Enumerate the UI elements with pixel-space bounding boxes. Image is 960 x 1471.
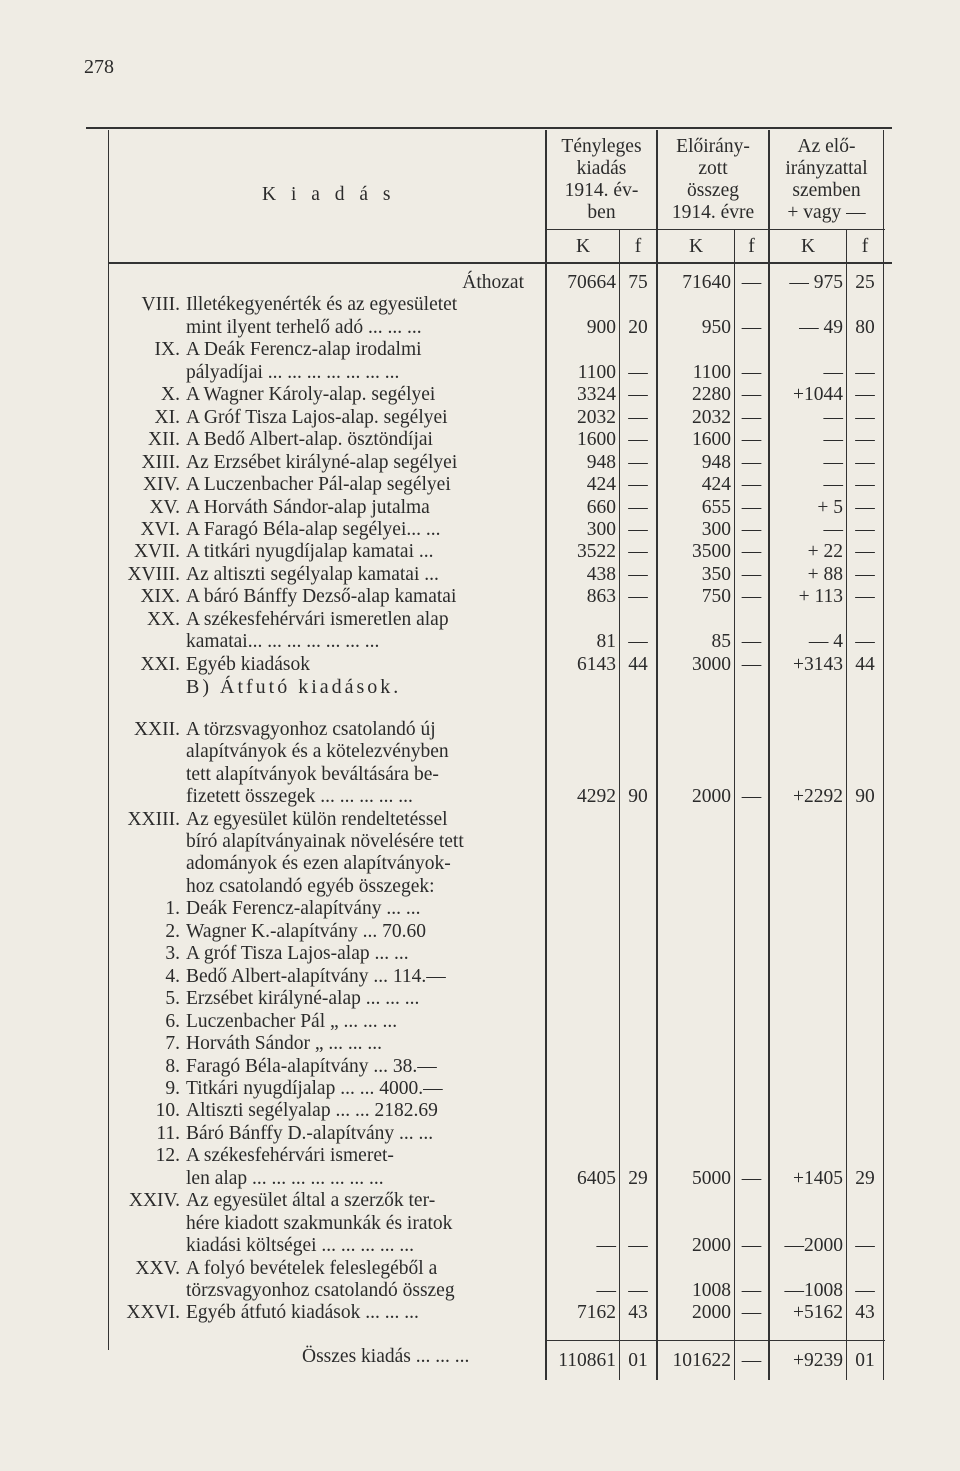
row-number: XXIII. [127, 808, 180, 830]
row-number: XI. [154, 406, 180, 428]
cell-actual-k: 863 [586, 586, 616, 608]
cell-diff-k: +5162 [793, 1302, 843, 1324]
row-description: Az egyesület által a szerzők ter- [186, 1190, 436, 1212]
row-description: Az egyesület külön rendeltetéssel [186, 808, 448, 830]
row-number: XXV. [135, 1257, 180, 1279]
cell-diff-f: — [855, 496, 875, 518]
row-number: 9. [165, 1077, 180, 1099]
row-number: XIV. [142, 474, 180, 496]
cell-actual-f: — [628, 518, 648, 540]
cell-actual-f: — [628, 406, 648, 428]
total-estimate-k: 101622 [672, 1350, 731, 1371]
row-description: kiadási költségei ... ... ... ... ... [186, 1235, 415, 1257]
row-number: 4. [165, 965, 180, 987]
row-description: A Wagner Károly-alap. segélyei [186, 384, 436, 406]
row-number: 1. [165, 898, 180, 920]
cell-actual-k: 6405 [577, 1167, 616, 1189]
cell-actual-k: 1100 [577, 361, 616, 383]
cell-estimate-f: — [741, 631, 762, 653]
cell-actual-f: — [628, 361, 648, 383]
row-description: adományok és ezen alapítványok- [186, 853, 451, 875]
total-actual-f: 01 [628, 1350, 648, 1371]
cell-diff-k: +3143 [793, 653, 843, 675]
cell-diff-k: — [823, 361, 843, 383]
cell-diff-k: + 113 [798, 586, 843, 608]
cell-diff-k: —1008 [784, 1280, 843, 1301]
cell-estimate-f: — [741, 361, 762, 383]
cell-diff-f: — [855, 429, 875, 451]
cell-diff-k: +1044 [793, 384, 843, 406]
cell-estimate-k: 2000 [692, 1235, 731, 1257]
cell-diff-f: — [855, 518, 875, 540]
cell-diff-k: +2292 [793, 786, 843, 808]
row-number: VIII. [141, 294, 180, 316]
row-description: Az altiszti segélyalap kamatai ... [186, 563, 439, 585]
cell-actual-k: — [596, 1235, 616, 1257]
cell-estimate-f: — [741, 429, 762, 451]
row-description: hére kiadott szakmunkák és iratok [186, 1212, 453, 1234]
cell-diff-f: — [855, 563, 875, 585]
cell-diff-f: 80 [855, 316, 875, 338]
cell-actual-f: 44 [628, 653, 648, 675]
cell-estimate-k: 2280 [692, 384, 731, 406]
row-description: Illetékegyenérték és az egyesületet [186, 294, 458, 316]
row-number: 12. [155, 1145, 180, 1167]
row-description: A Bedő Albert-alap. ösztöndíjai [186, 429, 433, 451]
cell-actual-k: 81 [596, 631, 616, 653]
row-number: XXVI. [126, 1302, 180, 1324]
row-description: pályadíjai ... ... ... ... ... ... ... [186, 361, 400, 383]
header-title: K i a d á s [262, 184, 396, 205]
cell-estimate-k: 85 [711, 631, 731, 653]
row-number: X. [161, 384, 180, 406]
cell-diff-k: + 88 [807, 563, 843, 585]
cell-estimate-k: 750 [701, 586, 731, 608]
cell-actual-k: 438 [586, 563, 616, 585]
cell-actual-k: 900 [586, 316, 616, 338]
header-f-2: f [748, 236, 755, 257]
cell-diff-f: — [855, 631, 875, 653]
row-description: Egyéb átfutó kiadások ... ... ... [186, 1302, 419, 1324]
cell-actual-k: 424 [586, 474, 616, 496]
cell-estimate-k: 950 [701, 316, 731, 338]
cell-estimate-f: — [741, 1167, 762, 1189]
header-k-2: K [688, 236, 704, 257]
cell-actual-k: 660 [586, 496, 616, 518]
row-description: alapítványok és a kötelezvényben [186, 741, 449, 763]
cell-diff-k: — [823, 451, 843, 473]
row-description: Áthozat [462, 272, 524, 293]
total-label: Összes kiadás ... ... ... [302, 1346, 470, 1367]
row-number: 11. [156, 1122, 180, 1144]
cell-estimate-f: — [741, 316, 762, 338]
section-heading: B) Átfutó kiadások. [186, 676, 402, 699]
cell-estimate-f: — [741, 1302, 762, 1324]
cell-diff-f: — [855, 586, 875, 608]
row-description: Horváth Sándor „ ... ... ... [186, 1033, 383, 1055]
cell-diff-k: + 22 [807, 541, 843, 563]
row-number: XXIV. [128, 1190, 180, 1212]
total-diff-k: +9239 [793, 1350, 843, 1371]
cell-estimate-k: 655 [701, 496, 731, 518]
row-number: XVI. [140, 518, 180, 540]
page-number: 278 [84, 56, 114, 78]
cell-actual-k: 3324 [577, 384, 616, 406]
cell-actual-k: 6143 [577, 653, 616, 675]
cell-diff-k: — 975 [789, 272, 843, 293]
row-number: 10. [155, 1100, 180, 1122]
right-border [883, 130, 884, 1380]
cell-actual-f: — [628, 1235, 648, 1257]
cell-estimate-f: — [741, 1235, 762, 1257]
row-description: kamatai... ... ... ... ... ... ... [186, 631, 380, 653]
cell-estimate-k: 3000 [692, 653, 731, 675]
header-col3: Az elő- irányzattal szemben + vagy — [785, 136, 868, 223]
cell-actual-k: 7162 [577, 1302, 616, 1324]
row-description: A Gróf Tisza Lajos-alap. segélyei [186, 406, 448, 428]
cell-estimate-k: 1008 [692, 1280, 731, 1301]
row-description: A székesfehérvári ismeretlen alap [186, 608, 449, 630]
cell-diff-f: 44 [855, 653, 875, 675]
cell-actual-k: 70664 [567, 272, 616, 293]
row-description: Bedő Albert-alapítvány ... 114.— [186, 965, 446, 987]
cell-diff-f: 90 [855, 786, 875, 808]
total-rule [545, 1340, 885, 1341]
row-number: 2. [165, 920, 180, 942]
row-description: A báró Bánffy Dezső-alap kamatai [186, 586, 457, 608]
header-subrule [545, 229, 885, 230]
cell-actual-k: 4292 [577, 786, 616, 808]
row-description: Erzsébet királyné-alap ... ... ... [186, 988, 420, 1010]
top-rule [86, 127, 892, 129]
header-f-3: f [861, 236, 869, 257]
cell-actual-k: — [596, 1280, 616, 1301]
cell-actual-k: 3522 [577, 541, 616, 563]
cell-estimate-f: — [741, 272, 762, 293]
cell-estimate-k: 3500 [692, 541, 731, 563]
cell-actual-f: 20 [628, 316, 648, 338]
cell-estimate-k: 948 [701, 451, 731, 473]
row-description: hoz csatolandó egyéb összegek: [186, 875, 435, 897]
cell-estimate-k: 2032 [692, 406, 731, 428]
cell-diff-f: — [855, 406, 875, 428]
row-description: Faragó Béla-alapítvány ... 38.— [186, 1055, 437, 1077]
cell-actual-k: 2032 [577, 406, 616, 428]
cell-actual-f: — [628, 429, 648, 451]
row-number: XVII. [133, 541, 180, 563]
header-f-1: f [634, 236, 642, 257]
cell-diff-f: 29 [855, 1167, 875, 1189]
cell-actual-f: — [628, 451, 648, 473]
row-description: Luczenbacher Pál „ ... ... ... [186, 1010, 398, 1032]
row-description: Titkári nyugdíjalap ... ... 4000.— [186, 1077, 443, 1099]
row-description: A székesfehérvári ismeret- [186, 1145, 394, 1167]
row-description: Egyéb kiadások [186, 653, 311, 675]
cell-actual-f: — [628, 496, 648, 518]
header-rule [108, 262, 892, 264]
row-number: XII. [148, 429, 180, 451]
row-description: Wagner K.-alapítvány ... 70.60 [186, 920, 426, 942]
total-actual-k: 110861 [558, 1350, 616, 1371]
cell-estimate-f: — [741, 496, 762, 518]
row-number: XV. [149, 496, 180, 518]
row-number: XVIII. [127, 563, 180, 585]
cell-estimate-f: — [741, 406, 762, 428]
cell-actual-k: 300 [586, 518, 616, 540]
cell-estimate-k: 424 [701, 474, 731, 496]
cell-actual-f: 75 [628, 272, 648, 293]
cell-estimate-k: 2000 [692, 786, 731, 808]
cell-diff-f: — [855, 384, 875, 406]
row-number: XXI. [140, 653, 180, 675]
cell-estimate-k: 300 [701, 518, 731, 540]
header-col1: Tényleges kiadás 1914. év- ben [561, 136, 642, 223]
row-description: tett alapítványok beváltására be- [186, 763, 439, 785]
cell-estimate-k: 2000 [692, 1302, 731, 1324]
row-description: A titkári nyugdíjalap kamatai ... [186, 541, 434, 563]
cell-diff-k: —2000 [784, 1235, 843, 1257]
header-col2: Előirány- zott összeg 1914. évre [671, 136, 755, 223]
cell-diff-f: — [855, 1235, 875, 1257]
total-estimate-f: — [741, 1350, 762, 1371]
row-number: 8. [165, 1055, 180, 1077]
cell-estimate-f: — [741, 1280, 762, 1301]
cell-estimate-f: — [741, 541, 762, 563]
row-number: XXII. [133, 718, 180, 740]
row-description: len alap ... ... ... ... ... ... ... [186, 1167, 384, 1189]
row-description: A törzsvagyonhoz csatolandó új [186, 718, 436, 740]
cell-estimate-f: — [741, 653, 762, 675]
cell-diff-k: — 49 [799, 316, 843, 338]
cell-diff-k: — [823, 429, 843, 451]
cell-diff-f: — [855, 1280, 875, 1301]
total-diff-f: 01 [855, 1350, 875, 1371]
cell-diff-k: + 5 [817, 496, 843, 518]
cell-estimate-f: — [741, 518, 762, 540]
cell-estimate-k: 5000 [692, 1167, 731, 1189]
cell-estimate-f: — [741, 786, 762, 808]
cell-diff-k: — [823, 406, 843, 428]
cell-actual-k: 1600 [577, 429, 616, 451]
row-description: Altiszti segélyalap ... ... 2182.69 [186, 1100, 438, 1122]
row-number: 7. [165, 1033, 180, 1055]
cell-actual-f: — [628, 474, 648, 496]
row-description: A gróf Tisza Lajos-alap ... ... [186, 943, 409, 965]
header-k-3: K [800, 236, 816, 257]
row-description: Deák Ferencz-alapítvány ... ... [186, 898, 421, 920]
row-description: mint ilyent terhelő adó ... ... ... [186, 316, 422, 338]
row-number: XIX. [140, 586, 180, 608]
cell-estimate-f: — [741, 586, 762, 608]
cell-diff-f: 43 [855, 1302, 875, 1324]
row-number: 6. [165, 1010, 180, 1032]
cell-estimate-f: — [741, 384, 762, 406]
row-description: A folyó bevételek feleslegéből a [186, 1257, 438, 1279]
cell-diff-k: +1405 [793, 1167, 843, 1189]
cell-diff-k: — [823, 518, 843, 540]
row-description: A Horváth Sándor-alap jutalma [186, 496, 430, 518]
row-description: A Deák Ferencz-alap irodalmi [186, 339, 422, 361]
cell-diff-f: — [855, 474, 875, 496]
row-description: A Luczenbacher Pál-alap segélyei [186, 474, 451, 496]
cell-actual-f: — [628, 384, 648, 406]
row-number: 3. [165, 943, 180, 965]
cell-actual-f: — [628, 631, 648, 653]
row-description: bíró alapítványainak növelésére tett [186, 831, 464, 852]
cell-actual-f: 29 [628, 1167, 648, 1189]
cell-estimate-f: — [741, 474, 762, 496]
cell-estimate-f: — [741, 563, 762, 585]
cell-actual-f: — [628, 1280, 648, 1301]
row-number: IX. [154, 339, 180, 361]
cell-actual-f: 90 [628, 786, 648, 808]
cell-estimate-f: — [741, 451, 762, 473]
cell-actual-f: — [628, 541, 648, 563]
row-description: fizetett összegek ... ... ... ... ... [186, 786, 413, 808]
row-number: XIII. [141, 451, 180, 473]
cell-estimate-k: 350 [701, 563, 731, 585]
row-description: A Faragó Béla-alap segélyei... ... [186, 518, 441, 540]
cell-diff-k: — [823, 474, 843, 496]
row-description: Az Erzsébet királyné-alap segélyei [186, 451, 458, 473]
cell-estimate-k: 1100 [692, 361, 731, 383]
cell-diff-f: 25 [855, 272, 875, 293]
row-number: XX. [146, 608, 180, 630]
cell-estimate-k: 71640 [682, 272, 731, 293]
row-description: Báró Bánffy D.-alapítvány ... ... [186, 1122, 434, 1144]
cell-actual-f: — [628, 563, 648, 585]
row-number: 5. [165, 988, 180, 1010]
cell-actual-f: — [628, 586, 648, 608]
cell-actual-f: 43 [628, 1302, 648, 1324]
cell-diff-k: — 4 [808, 631, 843, 653]
header-k-1: K [575, 236, 591, 257]
cell-estimate-k: 1600 [692, 429, 731, 451]
cell-diff-f: — [855, 451, 875, 473]
cell-actual-k: 948 [586, 451, 616, 473]
row-description: törzsvagyonhoz csatolandó összeg [186, 1280, 455, 1301]
cell-diff-f: — [855, 541, 875, 563]
cell-diff-f: — [855, 361, 875, 383]
